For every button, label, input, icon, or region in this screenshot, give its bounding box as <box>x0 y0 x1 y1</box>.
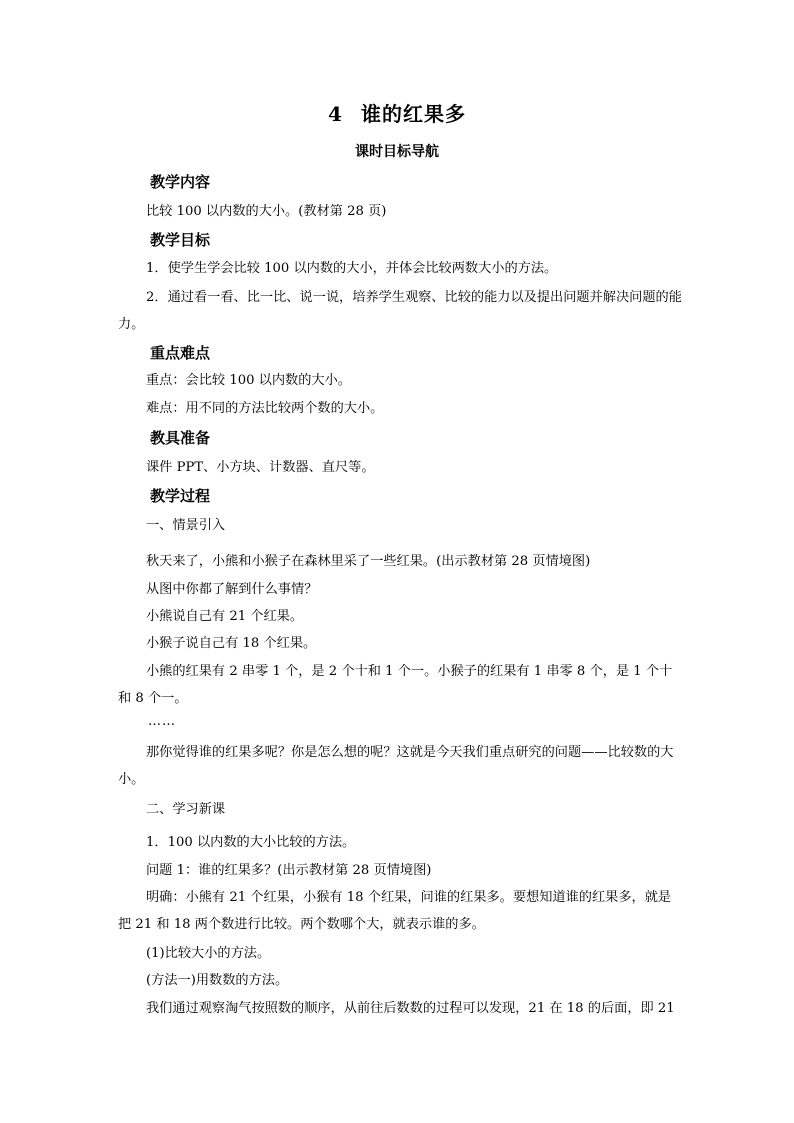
difficult-point: 难点：用不同的方法比较两个数的大小。 <box>146 401 384 416</box>
goal-2: 2．通过看一看、比一比、说一说，培养学生观察、比较的能力以及提出问题并解决问题的能力。 <box>118 290 682 332</box>
tools-text: 课件 PPT、小方块、计数器、直尺等。 <box>146 460 375 475</box>
paragraph-8: 问题 1：谁的红果多？(出示教材第 28 页情境图) <box>146 863 432 878</box>
goals-heading: 教学目标 <box>150 231 211 249</box>
goal-1: 1．使学生学会比较 100 以内数的大小，并体会比较两数大小的方法。 <box>146 261 558 276</box>
ellipsis: …… <box>148 714 176 729</box>
lesson-number: 4 <box>328 102 343 126</box>
paragraph-12: 我们通过观察淘气按照数的顺序，从前往后数数的过程可以发现，21 在 18 的后面，即 21 <box>146 1001 675 1016</box>
tools-heading: 教具准备 <box>150 429 211 447</box>
lesson-title-text: 谁的红果多 <box>360 102 466 126</box>
part2-title: 二、学习新课 <box>146 802 226 817</box>
content-text: 比较 100 以内数的大小。(教材第 28 页) <box>146 204 387 219</box>
paragraph-7: 1．100 以内数的大小比较的方法。 <box>146 835 356 850</box>
part1-title: 一、情景引入 <box>146 518 226 533</box>
paragraph-5: 小熊的红果有 2 串零 1 个，是 2 个十和 1 个一。小猴子的红果有 1 串零 8 个，是 1 个十和 8 个一。 <box>118 664 673 706</box>
key-point: 重点：会比较 100 以内数的大小。 <box>146 373 351 388</box>
paragraph-11: (方法一)用数数的方法。 <box>146 973 289 988</box>
paragraph-3: 小熊说自己有 21 个红果。 <box>146 609 304 624</box>
process-heading: 教学过程 <box>150 487 211 505</box>
paragraph-4: 小猴子说自己有 18 个红果。 <box>146 636 317 651</box>
lesson-subtitle: 课时目标导航 <box>355 144 439 160</box>
paragraph-2: 从图中你都了解到什么事情？ <box>146 582 318 597</box>
lesson-title <box>0 98 794 127</box>
paragraph-1: 秋天来了，小熊和小猴子在森林里采了一些红果。(出示教材第 28 页情境图) <box>146 554 591 569</box>
paragraph-6: 那你觉得谁的红果多呢？你是怎么想的呢？这就是今天我们重点研究的问题——比较数的大小。 <box>118 745 674 787</box>
key-heading: 重点难点 <box>150 344 211 362</box>
content-heading: 教学内容 <box>150 173 211 191</box>
paragraph-10: (1)比较大小的方法。 <box>146 946 271 961</box>
paragraph-9: 明确：小熊有 21 个红果，小猴有 18 个红果，问谁的红果多。要想知道谁的红果多，就是把 21 和 18 两个数进行比较。两个数哪个大，就表示谁的多。 <box>118 890 672 932</box>
